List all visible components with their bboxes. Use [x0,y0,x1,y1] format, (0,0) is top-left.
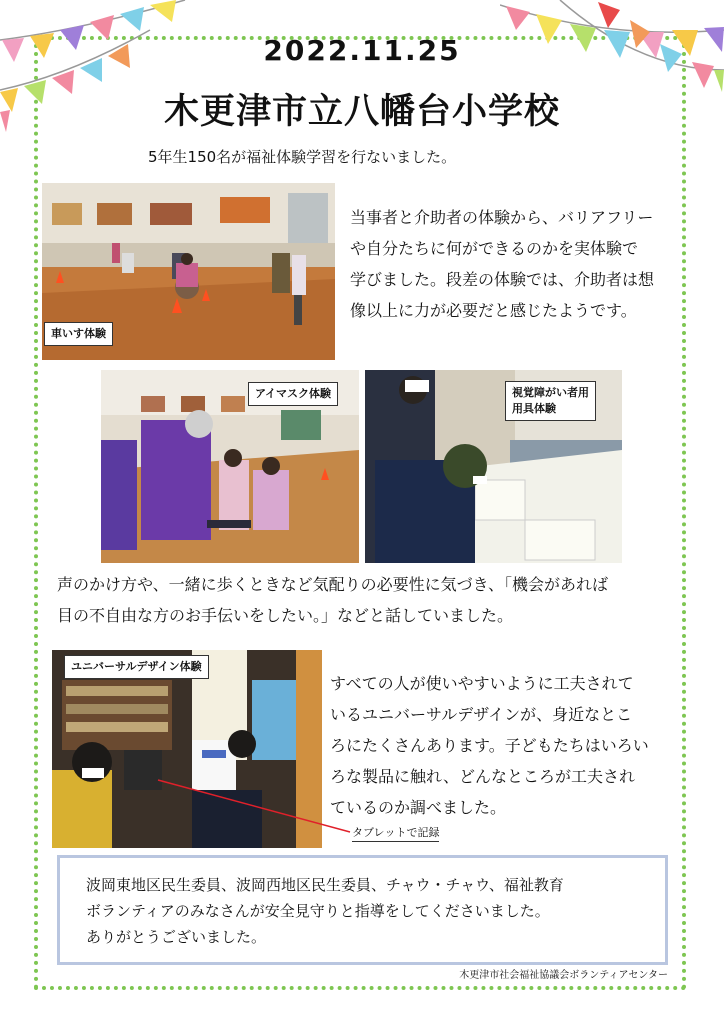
date-heading: 2022.11.25 [263,34,461,67]
footer-organization: 木更津市社会福祉協議会ボランティアセンター [459,970,668,981]
paragraph-line: いるユニバーサルデザインが、身近なとこ [330,705,633,724]
paragraph-line: ているのか調べました。 [330,798,507,817]
paragraph-line: 当事者と介助者の体験から、バリアフリー [350,208,654,227]
paragraph-line: ろにたくさんあります。子どもたちはいろい [330,736,649,755]
intro-text: 5年生150名が福祉体験学習を行ないました。 [148,148,457,166]
eye-mask-caption: アイマスク体験 [248,382,338,406]
universal-design-paragraph [330,668,690,823]
wheelchair-caption: 車いす体験 [44,322,113,346]
thanks-line: 波岡東地区民生委員、波岡西地区民生委員、チャウ・チャウ、福祉教育 [86,876,564,894]
paragraph-line: すべての人が使いやすいように工夫されて [330,674,634,693]
eye-mask-paragraph [57,569,697,631]
wheelchair-paragraph [350,202,690,326]
paragraph-line: 像以上に力が必要だと感じたようです。 [350,301,637,320]
caption-line: 用具体験 [512,402,556,415]
thanks-line: ボランティアのみなさんが安全見守りと指導をしてくださいました。 [86,902,550,920]
thanks-line: ありがとうございました。 [86,928,267,946]
visual-tools-caption [505,381,596,421]
paragraph-line: 声のかけ方や、一緒に歩くときなど気配りの必要性に気づき、「機会があれば [57,575,609,594]
tablet-record-note: タブレットで記録 [352,824,439,842]
school-name-heading: 木更津市立八幡台小学校 [163,92,560,132]
paragraph-line: や自分たちに何ができるのかを実体験で [350,239,639,258]
thanks-box [57,855,668,965]
universal-design-caption: ユニバーサルデザイン体験 [64,655,209,679]
paragraph-line: ろな製品に触れ、どんなところが工夫され [330,767,635,786]
paragraph-line: 学びました。段差の体験では、介助者は想 [350,270,655,289]
tablet-pointer-line [150,760,360,840]
paragraph-line: 目の不自由な方のお手伝いをしたい。」などと話していました。 [57,606,514,625]
caption-line: 視覚障がい者用 [512,386,589,399]
